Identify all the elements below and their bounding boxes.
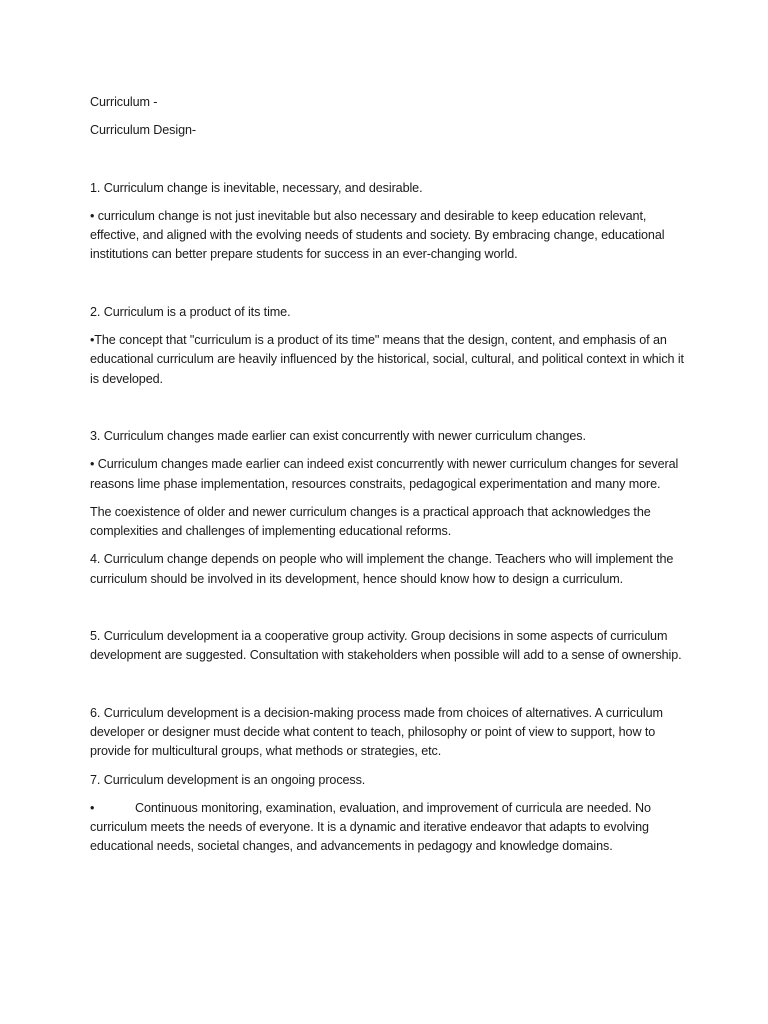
point-7-heading: 7. Curriculum development is an ongoing process. (90, 772, 366, 787)
point-1-heading: 1. Curriculum change is inevitable, necessary, and desirable. (90, 180, 423, 195)
point-6: 6. Curriculum development is a decision-making process made from choices of alternatives. A curriculum developer or designer must decide what content to teach, philosophy or point of view to support, how to provide for multicultural groups, what methods or strategies, etc. (90, 705, 663, 759)
point-4: 4. Curriculum change depends on people who will implement the change. Teachers who will implement the curriculum should be involved in its development, hence should know how to design a curriculum. (90, 552, 674, 586)
point-2-heading: 2. Curriculum is a product of its time. (90, 304, 291, 319)
point-3-body: • Curriculum changes made earlier can indeed exist concurrently with newer curriculum changes for several reasons lime phase implementation, resources constraits, pedagogical experimentation and many more. (90, 457, 679, 491)
point-7-body: Continuous monitoring, examination, evaluation, and improvement of curricula are needed. No curriculum meets the needs of everyone. It is a dynamic and iterative endeavor that adapts to evolving educational needs, societal changes, and advancements in pedagogy and knowledge domains. (90, 800, 651, 854)
point-7-body-paragraph (90, 799, 690, 857)
point-5: 5. Curriculum development ia a cooperative group activity. Group decisions in some aspects of curriculum development are suggested. Consultation with stakeholders when possible will add to a sense of ownership. (90, 629, 682, 663)
point-1-body: • curriculum change is not just inevitable but also necessary and desirable to keep education relevant, effective, and aligned with the evolving needs of students and society. By embracing change, educational institutions can better prepare students for success in an ever-changing world. (90, 208, 665, 262)
document-subtitle: Curriculum Design- (90, 123, 196, 138)
bullet-marker: • (90, 800, 95, 815)
point-3-heading: 3. Curriculum changes made earlier can exist concurrently with newer curriculum changes. (90, 428, 586, 443)
document-body (90, 93, 690, 857)
point-2-body: •The concept that "curriculum is a product of its time" means that the design, content, and emphasis of an educational curriculum are heavily influenced by the historical, social, cultural, and political context in which it is developed. (90, 333, 684, 386)
document-title: Curriculum - (90, 95, 158, 109)
point-3-extra: The coexistence of older and newer curriculum changes is a practical approach that acknowledges the complexities and challenges of implementing educational reforms. (90, 504, 651, 539)
